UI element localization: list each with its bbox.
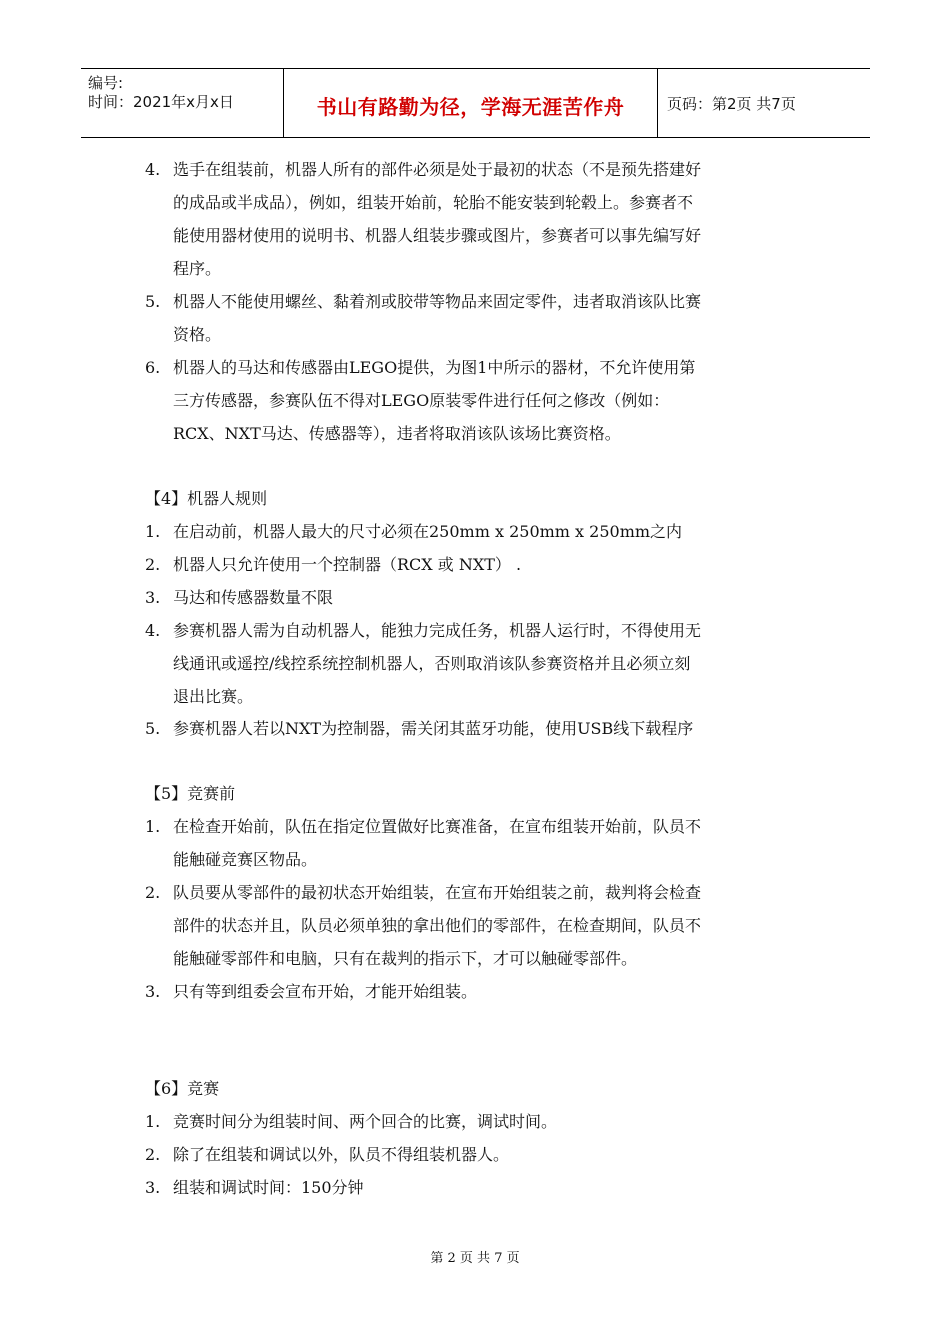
document-number-label: 编号: xyxy=(88,74,124,92)
paragraph-line: 马达和传感器数量不限 xyxy=(173,588,334,607)
paragraph-line: 退出比赛。 xyxy=(173,687,254,706)
page-header xyxy=(81,68,870,138)
paragraph-line: 参赛机器人需为自动机器人，能独力完成任务，机器人运行时，不得使用无 xyxy=(173,621,702,640)
paragraph-line: 在启动前，机器人最大的尺寸必须在250mm x 250mm x 250mm之内 xyxy=(173,522,683,541)
paragraph-line: RCX、NXT马达、传感器等），违者将取消该队该场比赛资格。 xyxy=(173,424,621,443)
list-number: 3. xyxy=(145,588,161,607)
paragraph-line: 资格。 xyxy=(173,325,222,344)
list-number: 4. xyxy=(145,621,161,640)
header-meta-cell xyxy=(81,69,283,137)
paragraph-line: 机器人不能使用螺丝、黏着剂或胶带等物品来固定零件，违者取消该队比赛 xyxy=(173,292,702,311)
list-number: 2. xyxy=(145,555,161,574)
paragraph-line: 机器人只允许使用一个控制器（RCX 或 NXT） . xyxy=(173,555,522,574)
list-number: 2. xyxy=(145,883,161,902)
header-divider xyxy=(657,69,658,137)
list-number: 1. xyxy=(145,522,161,541)
list-number: 1. xyxy=(145,817,161,836)
document-date-label: 时间：2021年x月x日 xyxy=(88,93,234,111)
paragraph-line: 除了在组装和调试以外，队员不得组装机器人。 xyxy=(173,1145,510,1164)
paragraph-line: 机器人的马达和传感器由LEGO提供，为图1中所示的器材，不允许使用第 xyxy=(173,358,696,377)
list-number: 5. xyxy=(145,719,161,738)
list-number: 4. xyxy=(145,160,161,179)
paragraph-line: 能触碰竞赛区物品。 xyxy=(173,850,318,869)
paragraph-line: 能触碰零部件和电脑，只有在裁判的指示下，才可以触碰零部件。 xyxy=(173,949,638,968)
paragraph-line: 组装和调试时间：150分钟 xyxy=(173,1178,364,1197)
list-number: 5. xyxy=(145,292,161,311)
page-footer: 第 2 页 共 7 页 xyxy=(430,1251,520,1266)
paragraph-line: 程序。 xyxy=(173,259,222,278)
paragraph-line: 竞赛时间分为组装时间、两个回合的比赛，调试时间。 xyxy=(173,1112,558,1131)
paragraph-line: 的成品或半成品），例如，组装开始前，轮胎不能安装到轮毂上。参赛者不 xyxy=(173,193,694,212)
paragraph-line: 只有等到组委会宣布开始，才能开始组装。 xyxy=(173,982,478,1001)
paragraph-line: 参赛机器人若以NXT为控制器，需关闭其蓝牙功能，使用USB线下载程序 xyxy=(173,719,694,738)
section-heading: 【5】竞赛前 xyxy=(145,784,236,803)
list-number: 6. xyxy=(145,358,161,377)
paragraph-line: 队员要从零部件的最初状态开始组装，在宣布开始组装之前，裁判将会检查 xyxy=(173,883,702,902)
header-motto: 书山有路勤为径，学海无涯苦作舟 xyxy=(316,95,625,119)
paragraph-line: 部件的状态并且，队员必须单独的拿出他们的零部件，在检查期间，队员不 xyxy=(173,916,702,935)
paragraph-line: 在检查开始前，队伍在指定位置做好比赛准备，在宣布组装开始前，队员不 xyxy=(173,817,702,836)
section-heading: 【6】竞赛 xyxy=(145,1079,220,1098)
list-number: 2. xyxy=(145,1145,161,1164)
paragraph-line: 选手在组装前，机器人所有的部件必须是处于最初的状态（不是预先搭建好 xyxy=(173,160,702,179)
list-number: 3. xyxy=(145,1178,161,1197)
paragraph-line: 线通讯或遥控/线控系统控制机器人，否则取消该队参赛资格并且必须立刻 xyxy=(173,654,691,673)
paragraph-line: 三方传感器，参赛队伍不得对LEGO原装零件进行任何之修改（例如： xyxy=(173,391,670,410)
header-page-number: 页码：第2页 共7页 xyxy=(667,95,796,113)
list-number: 3. xyxy=(145,982,161,1001)
list-number: 1. xyxy=(145,1112,161,1131)
section-heading: 【4】机器人规则 xyxy=(145,489,268,508)
paragraph-line: 能使用器材使用的说明书、机器人组装步骤或图片，参赛者可以事先编写好 xyxy=(173,226,702,245)
